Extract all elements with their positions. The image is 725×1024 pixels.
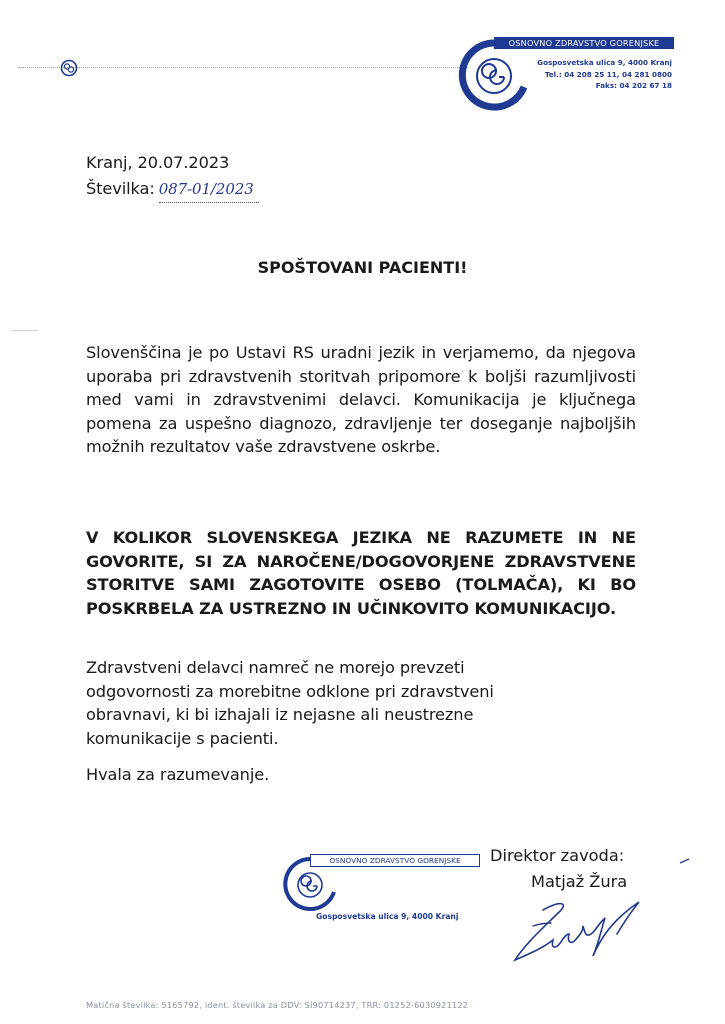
salutation: SPOŠTOVANI PACIENTI!: [257, 258, 468, 277]
organization-phone: Tel.: 04 208 25 11, 04 281 0800: [544, 70, 672, 79]
signatory-title: Direktor zavoda:: [490, 846, 625, 865]
reference-number-value: 087-01/2023: [159, 178, 259, 203]
reference-number-label: Številka:: [86, 179, 155, 198]
paragraph-text: Slovenščina je po Ustavi RS uradni jezik in verjamemo, da njegova uporaba pri zdravstvenih storitvah pripomore k boljši razumljivosti med vami in zdravstvenimi delavci. Komunikacija je ključnega pomena za uspešno diagnozo, zdravljenje ter doseganje najboljših možnih rezultatov vaše zdravstvene oskrbe.: [86, 343, 636, 456]
organization-name: OSNOVNO ZDRAVSTVO GORENJSKE: [494, 37, 674, 49]
footer-registry: Matična številka: 5165792, ident. številka za DDV: SI90714237, TRR: 01252-6030921122: [86, 1000, 469, 1010]
closing-line: Hvala za razumevanje.: [86, 765, 270, 784]
paragraph-liability-notice: [86, 656, 536, 750]
signatory-name: Matjaž Žura: [531, 872, 628, 891]
organization-logo-icon: [458, 39, 530, 111]
paragraph-language-notice: [86, 341, 636, 459]
letterhead-logo: [458, 33, 678, 113]
date-line: Kranj, 20.07.2023: [86, 153, 230, 172]
small-logo-icon: [60, 59, 78, 81]
stamp-organization: OSNOVNO ZDRAVSTVO GORENJSKE: [310, 854, 480, 867]
reference-number: [86, 177, 259, 203]
organization-fax: Faks: 04 202 67 18: [595, 81, 672, 90]
paragraph-interpreter-requirement: [86, 526, 636, 620]
paragraph-text: Zdravstveni delavci namreč ne morejo prevzeti odgovornosti za morebitne odklone pri zdravstveni obravnavi, ki bi izhajali iz nejasne ali neustrezne komunikacije s pacienti.: [86, 658, 494, 748]
fold-mark: [12, 330, 38, 331]
stamp-address: Gosposvetska ulica 9, 4000 Kranj: [316, 912, 459, 921]
organization-address: Gosposvetska ulica 9, 4000 Kranj: [537, 58, 672, 67]
official-stamp: [282, 850, 482, 930]
header-divider: [18, 67, 468, 68]
paragraph-text: V KOLIKOR SLOVENSKEGA JEZIKA NE RAZUMETE IN NE GOVORITE, SI ZA NAROČENE/DOGOVORJENE ZDRAVSTVENE STORITVE SAMI ZAGOTOVITE OSEBO (TOLMAČA), KI BO POSKRBELA ZA USTREZNO IN UČINKOVITO KOMUNIKACIJO.: [86, 528, 636, 618]
pen-mark: [679, 858, 691, 864]
handwritten-signature: [505, 890, 665, 970]
